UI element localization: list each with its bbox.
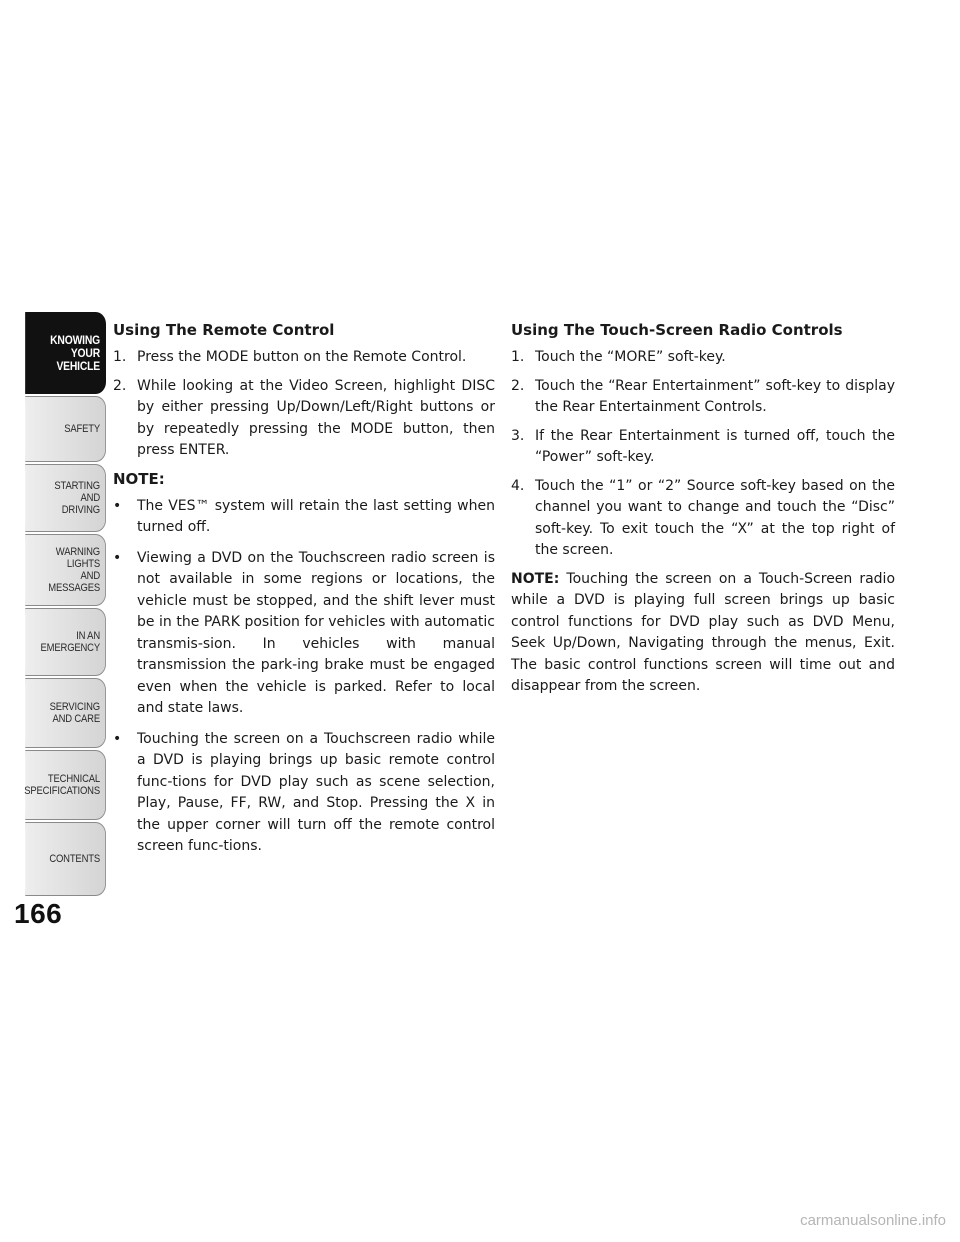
step-text: Touch the “Rear Entertainment” soft-key to display the Rear Entertainment Controls. [535,377,895,415]
bullet-item [113,548,495,720]
tab-label-line: KNOWING [50,332,100,347]
step-number: 2. [113,377,127,394]
section-heading-touch-screen: Using The Touch-Screen Radio Controls [511,321,843,339]
step-item [113,376,495,462]
tab-label-line: AND [80,492,100,504]
tab-label-line: EMERGENCY [40,642,100,654]
tab-label-line: DRIVING [61,504,100,516]
right-column [511,320,895,698]
step-item [511,347,895,369]
step-number: 3. [511,427,525,444]
tab-warning-lights-and-messages[interactable] [25,534,106,606]
bullet-icon: • [113,730,122,747]
bullet-item [113,496,495,539]
step-text: While looking at the Video Screen, highlight DISC by either pressing Up/Down/Left/Right buttons or by repeatedly pressing the MODE button, then press ENTER. [137,377,495,458]
tab-label-line: AND CARE [52,713,100,725]
note-label: NOTE: [511,570,560,587]
tab-technical-specifications[interactable] [25,750,106,820]
step-item [511,376,895,419]
tab-label-line: WARNING [55,546,100,558]
step-text: Press the MODE button on the Remote Control. [137,349,467,365]
step-item [511,426,895,469]
tab-label-line: CONTENTS [49,853,100,865]
step-number: 1. [511,349,525,365]
tab-servicing-and-care[interactable] [25,678,106,748]
tab-label-line: VEHICLE [56,358,100,373]
step-text: Touch the “MORE” soft-key. [535,349,726,365]
step-number: 2. [511,377,525,394]
left-column [113,320,495,867]
tab-label-line: SAFETY [64,423,100,435]
tab-label-line: AND [80,570,100,582]
watermark: carmanualsonline.info [800,1212,946,1229]
tab-starting-and-driving[interactable] [25,464,106,532]
step-text: Touch the “1” or “2” Source soft-key based on the channel you want to change and touch the “Disc” soft-key. To exit touch the “X” at the top right of the screen. [535,477,895,558]
step-item [113,347,495,369]
tab-contents[interactable] [25,822,106,896]
tab-label-line: LIGHTS [66,558,100,570]
note-paragraph [511,569,895,698]
step-number: 1. [113,349,127,365]
tab-label-line: IN AN [76,630,100,642]
section-heading-remote-control: Using The Remote Control [113,321,335,339]
tab-label-line: SPECIFICATIONS [24,785,100,797]
bullet-item [113,729,495,858]
tab-safety[interactable] [25,396,106,462]
tab-label-line: TECHNICAL [47,773,100,785]
tab-label-line: MESSAGES [48,582,100,594]
step-text: If the Rear Entertainment is turned off, touch the “Power” soft-key. [535,427,895,465]
step-item [511,476,895,562]
note-text: Touching the screen on a Touch-Screen radio while a DVD is playing full screen brings up basic control functions for DVD play such as DVD Menu, Seek Up/Down, Navigating through the menus, Exit. The basic control functions screen will time out and disappear from the screen. [511,570,896,694]
bullet-icon: • [113,549,122,566]
tab-knowing-your-vehicle[interactable] [25,312,106,394]
step-number: 4. [511,477,525,494]
bullet-icon: • [113,497,122,514]
tab-label-line: YOUR [70,345,100,360]
page-number: 166 [14,898,63,929]
note-label: NOTE: [113,469,165,488]
bullet-text: The VES™ system will retain the last setting when turned off. [137,497,495,535]
tab-label-line: STARTING [54,480,100,492]
bullet-text: Touching the screen on a Touchscreen radio while a DVD is playing brings up basic remote control func-tions for DVD play such as scene selection, Play, Pause, FF, RW, and Stop. Pressing the X in the upper corner will turn off the remote control screen func-tions. [137,730,495,854]
tab-label-line: SERVICING [49,701,100,713]
bullet-text: Viewing a DVD on the Touchscreen radio screen is not available in some regions or locations, the vehicle must be stopped, and the shift lever must be in the PARK position for vehicles with automatic transmis-sion. In vehicles with manual transmission the park-ing brake must be engaged even when the vehicle is parked. Refer to local and state laws. [137,549,495,716]
tab-in-an-emergency[interactable] [25,608,106,676]
